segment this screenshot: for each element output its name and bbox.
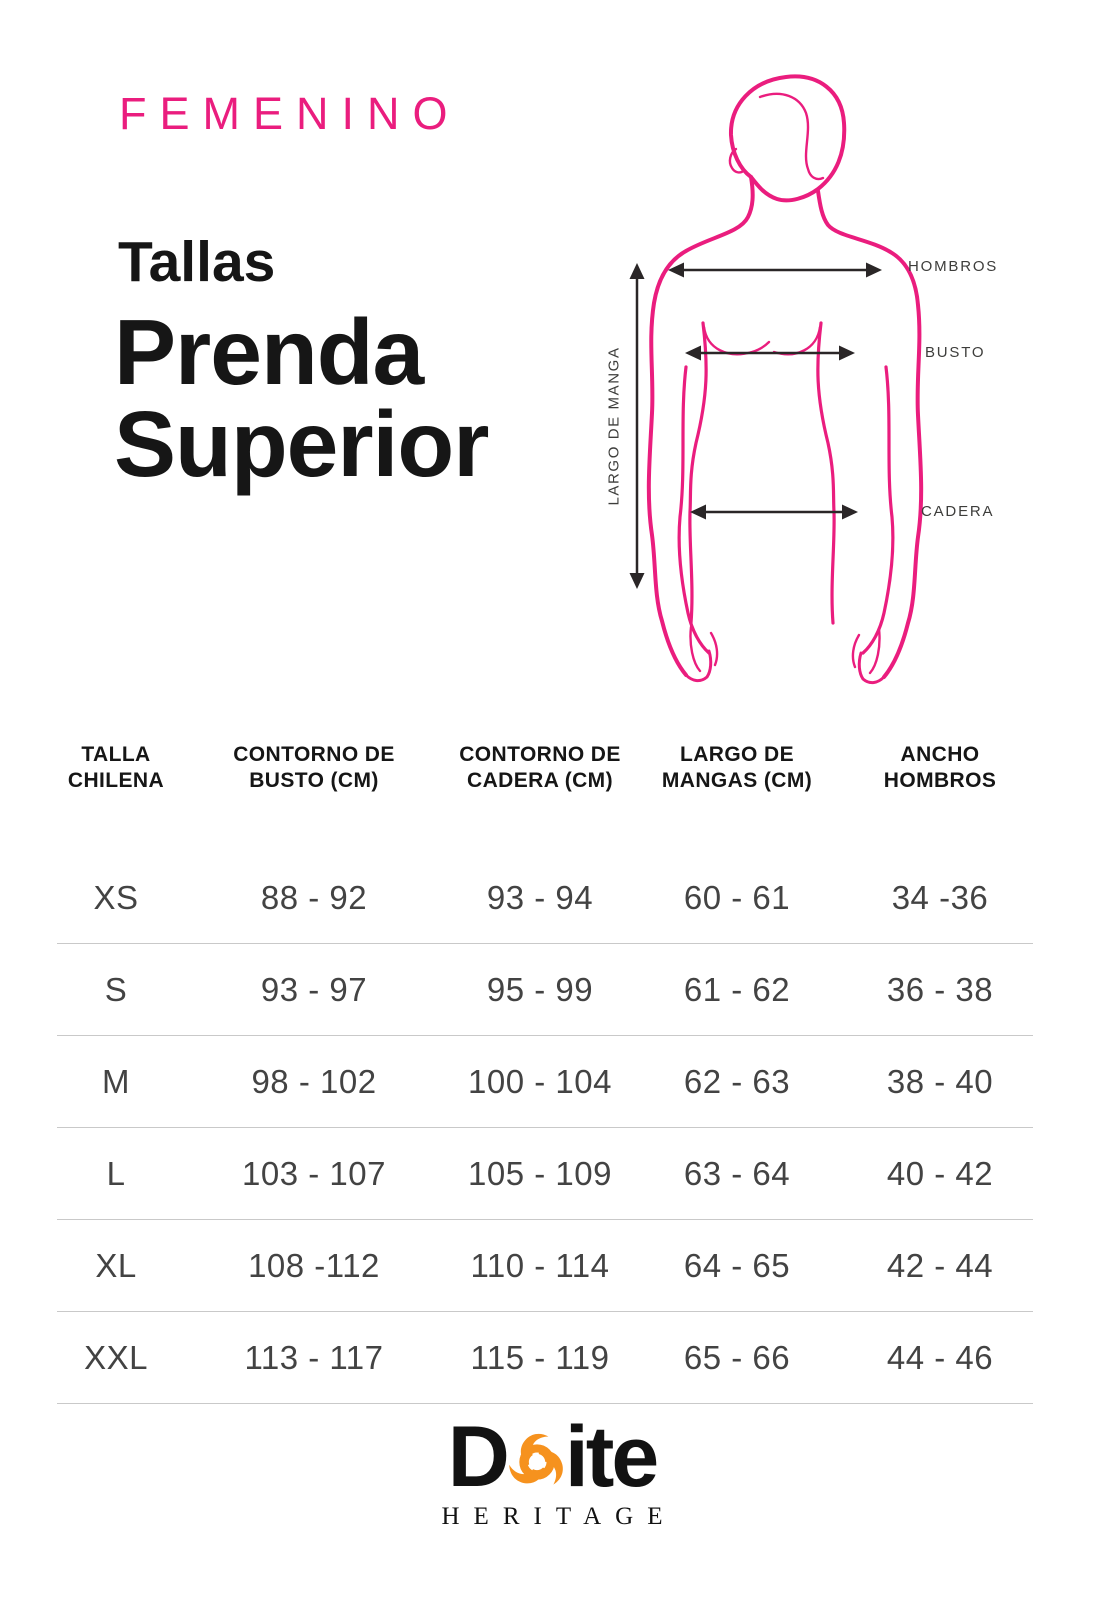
bust-cell: 113 - 117 (244, 1338, 384, 1376)
size-cell: XXL (84, 1338, 148, 1376)
page-title: Tallas (118, 230, 276, 294)
table-row-xl (57, 1220, 1033, 1312)
shoulder-cell: 36 - 38 (886, 970, 994, 1008)
hip-cell: 110 - 114 (470, 1246, 610, 1284)
shoulder-cell: 44 - 46 (886, 1338, 994, 1376)
sleeve-length-arrow (630, 263, 645, 589)
shoulder-cell: 40 - 42 (886, 1154, 994, 1192)
body-outline (649, 76, 921, 682)
bust-cell: 103 - 107 (242, 1154, 386, 1192)
brand-subtitle: HERITAGE (441, 1503, 677, 1530)
column-header-0: TALLA CHILENA (67, 743, 165, 792)
hip-cell: 93 - 94 (486, 878, 594, 916)
hip-cell: 100 - 104 (468, 1062, 612, 1100)
bust-cell: 88 - 92 (260, 878, 368, 916)
sleeve-cell: 61 - 62 (683, 970, 791, 1008)
hip-cell: 95 - 99 (486, 970, 594, 1008)
shoulder-cell: 34 -36 (891, 878, 989, 916)
hip-cell: 105 - 109 (468, 1154, 612, 1192)
measurement-arrows (630, 263, 883, 590)
column-header-4: ANCHO HOMBROS (883, 743, 997, 792)
brand-name (447, 1409, 657, 1505)
column-header-1: CONTORNO DE BUSTO (CM) (233, 743, 395, 792)
page-subtitle-line1: Prenda (114, 300, 424, 404)
gender-label: FEMENINO (119, 88, 461, 139)
sleeve-cell: 60 - 61 (683, 878, 791, 916)
table-row-xxl (57, 1312, 1033, 1404)
brand-name-start: D (447, 1409, 507, 1505)
sleeve-cell: 63 - 64 (683, 1154, 791, 1192)
hip-label: CADERA (921, 503, 995, 520)
bust-arrow (685, 346, 855, 361)
column-header-2: CONTORNO DE CADERA (CM) (459, 743, 621, 792)
table-row-s (57, 944, 1033, 1036)
size-cell: XL (95, 1246, 137, 1284)
bust-cell: 98 - 102 (251, 1062, 377, 1100)
size-cell: S (104, 970, 128, 1008)
table-row-m (57, 1036, 1033, 1128)
shoulders-arrow (668, 263, 882, 278)
table-row-xs (57, 852, 1033, 944)
shoulder-cell: 38 - 40 (886, 1062, 994, 1100)
table-row-l (57, 1128, 1033, 1220)
brand-logo (0, 1409, 1104, 1530)
size-cell: XS (93, 878, 139, 916)
sleeve-length-label: LARGO DE MANGA (605, 346, 623, 506)
shoulders-label: HOMBROS (908, 258, 999, 275)
size-table-body (57, 852, 1033, 1404)
sleeve-cell: 65 - 66 (683, 1338, 791, 1376)
bust-cell: 108 -112 (248, 1246, 380, 1284)
table-header-row (57, 742, 1033, 794)
sleeve-cell: 64 - 65 (683, 1246, 791, 1284)
size-cell: M (102, 1062, 130, 1100)
sleeve-cell: 62 - 63 (683, 1062, 791, 1100)
page-subtitle-line2: Superior (114, 392, 489, 496)
column-header-3: LARGO DE MANGAS (CM) (661, 743, 813, 792)
brand-name-end: ite (564, 1409, 657, 1505)
shoulder-cell: 42 - 44 (886, 1246, 994, 1284)
size-cell: L (106, 1154, 126, 1192)
hip-cell: 115 - 119 (470, 1338, 610, 1376)
swirl-icon (508, 1433, 566, 1491)
body-measurement-figure (590, 65, 1010, 685)
bust-label: BUSTO (925, 344, 986, 361)
bust-cell: 93 - 97 (260, 970, 368, 1008)
